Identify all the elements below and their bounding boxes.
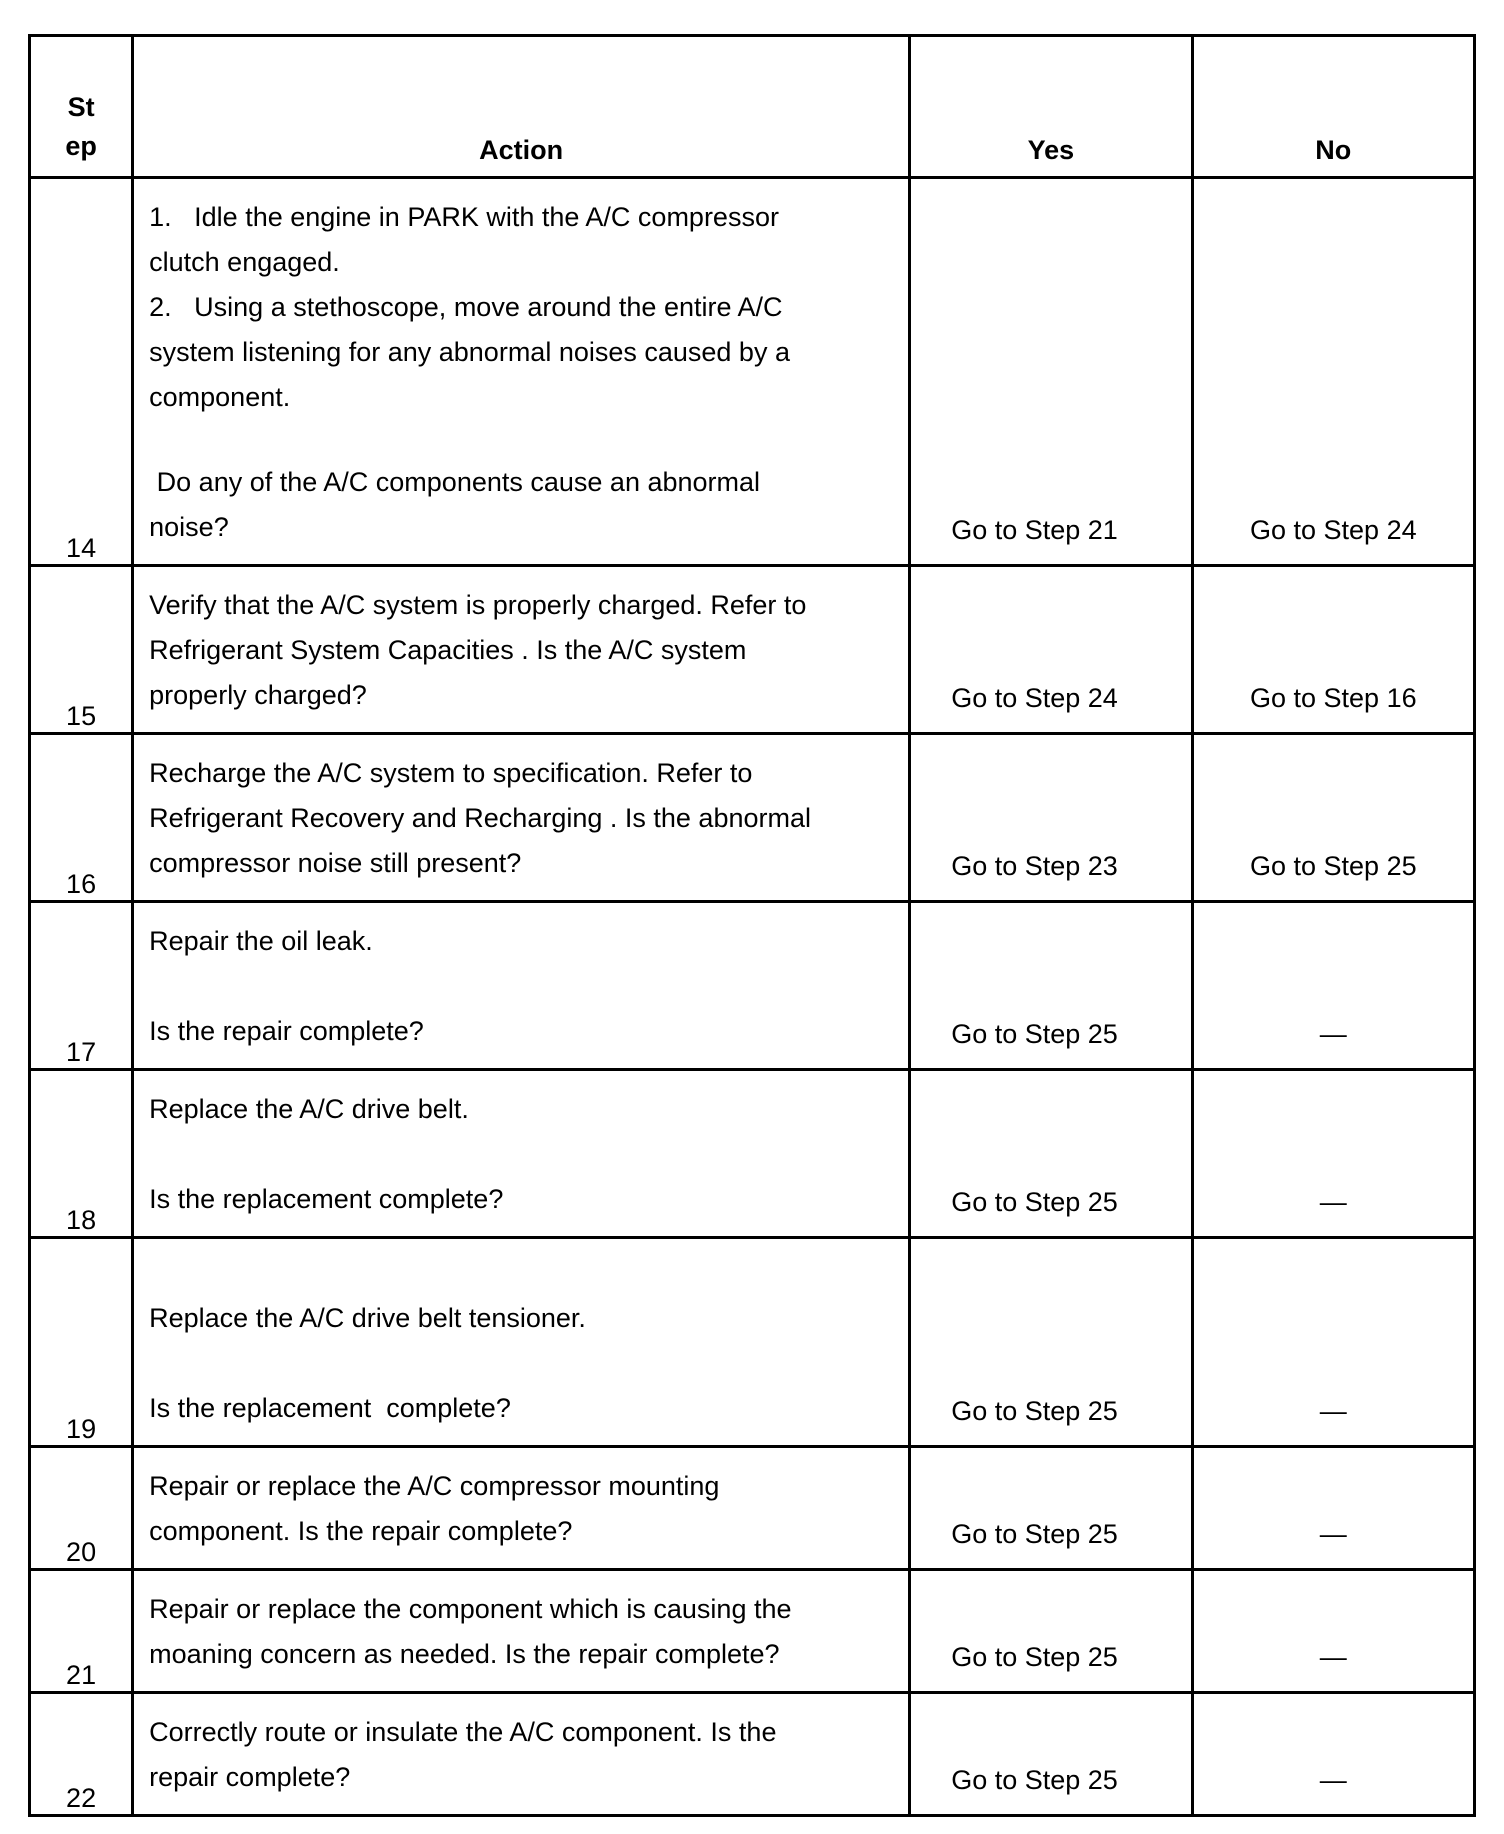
- action-line: 1. Idle the engine in PARK with the A/C compressor: [149, 202, 779, 232]
- action-line: Correctly route or insulate the A/C component. Is the: [149, 1717, 777, 1747]
- action-line: Do any of the A/C components cause an abnormal: [149, 467, 761, 497]
- no-result: —: [1192, 1070, 1474, 1238]
- table-body: [30, 178, 1475, 1816]
- step-number: 22: [30, 1693, 133, 1816]
- table-row: [30, 1570, 1475, 1693]
- action-cell: [133, 734, 910, 902]
- yes-result: Go to Step 25: [910, 1070, 1192, 1238]
- action-cell: [133, 1570, 910, 1693]
- no-result: —: [1192, 1570, 1474, 1693]
- table-row: [30, 734, 1475, 902]
- action-line: Recharge the A/C system to specification. Refer to: [149, 758, 753, 788]
- step-number: 21: [30, 1570, 133, 1693]
- action-cell: [133, 566, 910, 734]
- action-line: 2. Using a stethoscope, move around the entire A/C: [149, 292, 783, 322]
- step-number: 20: [30, 1447, 133, 1570]
- step-number: 16: [30, 734, 133, 902]
- action-line: clutch engaged.: [149, 247, 340, 277]
- header-no: No: [1192, 36, 1474, 178]
- action-spacer: [149, 964, 894, 1009]
- no-result: —: [1192, 902, 1474, 1070]
- action-spacer: [149, 1341, 894, 1386]
- action-line: component.: [149, 382, 291, 412]
- action-line: noise?: [149, 512, 229, 542]
- action-line: Verify that the A/C system is properly charged. Refer to: [149, 590, 807, 620]
- table-header-row: [30, 36, 1475, 178]
- header-action: Action: [133, 36, 910, 178]
- action-spacer: [149, 420, 894, 460]
- step-number: 14: [30, 178, 133, 566]
- action-line: moaning concern as needed. Is the repair complete?: [149, 1639, 780, 1669]
- action-line: repair complete?: [149, 1762, 351, 1792]
- yes-result: Go to Step 25: [910, 902, 1192, 1070]
- action-cell: [133, 1447, 910, 1570]
- action-line: Is the repair complete?: [149, 1016, 424, 1046]
- yes-result: Go to Step 21: [910, 178, 1192, 566]
- header-step-line1: St: [67, 92, 95, 122]
- no-result: —: [1192, 1238, 1474, 1447]
- action-line: Replace the A/C drive belt tensioner.: [149, 1303, 586, 1333]
- table-row: [30, 178, 1475, 566]
- step-number: 15: [30, 566, 133, 734]
- yes-result: Go to Step 25: [910, 1238, 1192, 1447]
- yes-result: Go to Step 23: [910, 734, 1192, 902]
- action-line: Repair the oil leak.: [149, 926, 373, 956]
- yes-result: Go to Step 25: [910, 1447, 1192, 1570]
- action-line: Replace the A/C drive belt.: [149, 1094, 469, 1124]
- action-line: Is the replacement complete?: [149, 1393, 511, 1423]
- action-cell: [133, 902, 910, 1070]
- action-line: Refrigerant System Capacities . Is the A/C system: [149, 635, 747, 665]
- step-number: 17: [30, 902, 133, 1070]
- step-number: 18: [30, 1070, 133, 1238]
- action-line: Is the replacement complete?: [149, 1184, 504, 1214]
- no-result: —: [1192, 1447, 1474, 1570]
- step-number: 19: [30, 1238, 133, 1447]
- table-row: [30, 1447, 1475, 1570]
- table-row: [30, 1070, 1475, 1238]
- no-result: Go to Step 16: [1192, 566, 1474, 734]
- header-step-line2: ep: [65, 131, 97, 161]
- yes-result: Go to Step 25: [910, 1570, 1192, 1693]
- action-line: compressor noise still present?: [149, 848, 522, 878]
- action-cell: [133, 1693, 910, 1816]
- action-cell: [133, 1238, 910, 1447]
- action-spacer: [149, 1132, 894, 1177]
- action-cell: [133, 1070, 910, 1238]
- action-line: component. Is the repair complete?: [149, 1516, 573, 1546]
- no-result: Go to Step 24: [1192, 178, 1474, 566]
- action-line: Refrigerant Recovery and Recharging . Is the abnormal: [149, 803, 811, 833]
- header-step: [30, 36, 133, 178]
- no-result: —: [1192, 1693, 1474, 1816]
- action-cell: [133, 178, 910, 566]
- action-line: Repair or replace the A/C compressor mounting: [149, 1471, 720, 1501]
- yes-result: Go to Step 25: [910, 1693, 1192, 1816]
- action-line: Repair or replace the component which is causing the: [149, 1594, 792, 1624]
- yes-result: Go to Step 24: [910, 566, 1192, 734]
- action-line: properly charged?: [149, 680, 367, 710]
- diagnostic-table: [28, 34, 1476, 1817]
- table-row: [30, 1238, 1475, 1447]
- table-row: [30, 1693, 1475, 1816]
- action-line: system listening for any abnormal noises caused by a: [149, 337, 790, 367]
- header-yes: Yes: [910, 36, 1192, 178]
- table-row: [30, 566, 1475, 734]
- table-row: [30, 902, 1475, 1070]
- no-result: Go to Step 25: [1192, 734, 1474, 902]
